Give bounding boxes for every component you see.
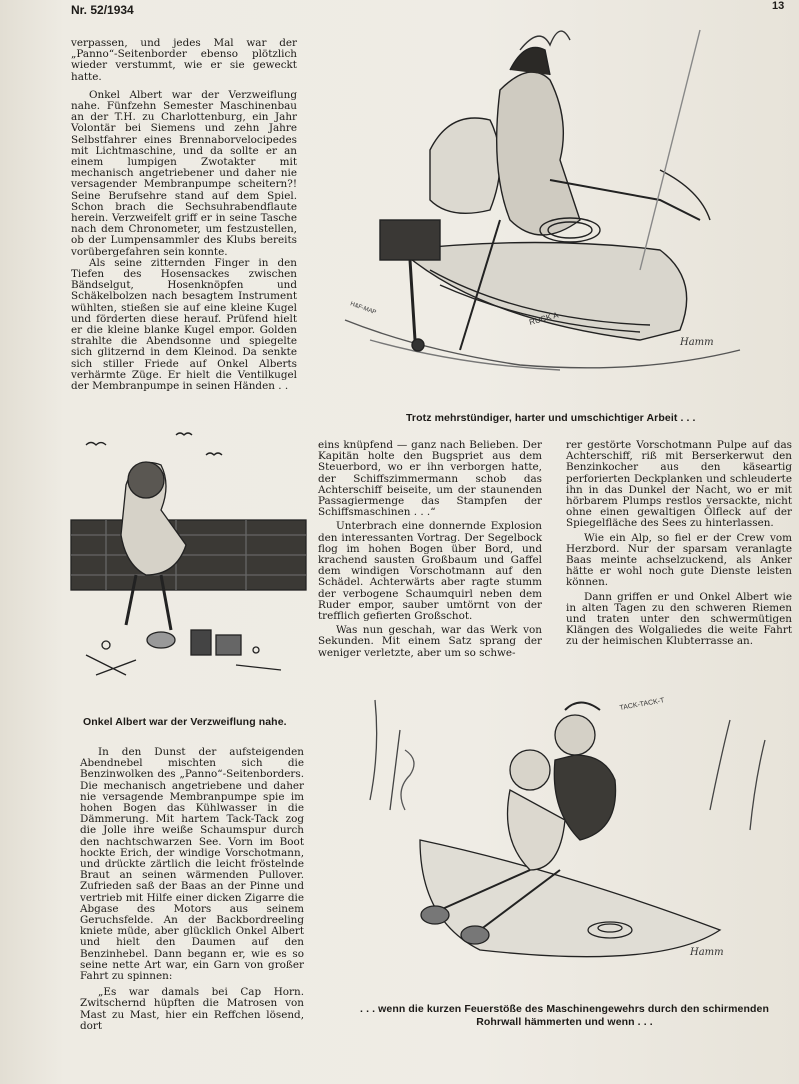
text-column-right <box>566 440 792 648</box>
issue-number: Nr. 52/1934 <box>71 3 134 17</box>
page-number: 13 <box>772 0 785 12</box>
boat-hull-text: RUCK A <box>528 310 560 327</box>
artist-signature-2: Hamm <box>690 947 724 958</box>
boat-side-text: H&F-MAP <box>349 301 377 317</box>
illustration-boat <box>340 20 780 400</box>
text-column-left-top <box>71 38 297 392</box>
paragraph: Onkel Albert war der Verzweiflung nahe. Fünfzehn Semester Maschinenbau an der T.H. zu Charlottenburg, ein Jahr Volontär bei Siemens und zehn Jahre Selbstfahrer eines Brennaborvelocipedes mit Lichtmaschine, und da sollte er an einem lumpigen Zwotakter mit mechanisch angetriebener und daher nie versagender Membranpumpe scheitern?! Seine Berufsehre stand auf dem Spiel. Schon brach die Sechsuhrabendflaute herein. Verzweifelt griff er in seine Tasche nach dem Chronometer, um festzustellen, ob der Lumpensammler des Klubs bereits vorübergefahren sein konnte. <box>71 88 297 258</box>
boat-drawing <box>340 20 780 400</box>
paragraph: „Es war damals bei Cap Horn. Zwitschernd hüpften die Matrosen von Mast zu Mast, hier ein Reffchen lösend, dort <box>80 986 304 1032</box>
couple-drawing <box>360 680 780 975</box>
paragraph: rer gestörte Vorschotmann Pulpe auf das Achterschiff, riß mit Berserkerwut den Benzinkocher aus den käseartig perforierten Deckplanken und schleuderte ihn in das Dunkel der Nacht, wo er mit hörbarem Plumps restlos versackte, nicht ohne einen gewaltigen Ölfleck auf der Spiegelfläche des Sees zu hinterlassen. <box>566 439 792 530</box>
caption-despair: Onkel Albert war der Verzweiflung nahe. <box>83 716 287 728</box>
caption-couple: . . . wenn die kurzen Feuerstöße des Maschinengewehrs durch den schirmenden Rohrwall hämmerten und wenn . . . <box>360 1003 769 1028</box>
paragraph: eins knüpfend — ganz nach Belieben. Der Kapitän holte den Bugspriet aus dem Steuerbord, wo er ihn verborgen hatte, der Schiffszimmermann schob das Achterschiff beiseite, um der staunenden Passagiermenge das Stampfen der Schiffsmaschinen . . .“ <box>318 439 542 519</box>
paragraph: In den Dunst der aufsteigenden Abendnebel mischten sich die Benzinwolken des „Panno“-Seitenborders. Die mechanisch angetriebene und daher nie versagende Membranpumpe spie im hohen Bogen das Kühlwasser in die Dämmerung. Mit hartem Tack-Tack zog die Jolle ihre weiße Schaumspur durch den nachtschwarzen See. Vorn im Boot hockte Erich, der windige Vorschotmann, und drückte zärtlich die leicht fröstelnde Braut an seinen wärmenden Pullover. Zufrieden saß der Baas an der Pinne und vertrieb mit Hilfe einer dicken Zigarre die Abgase des Motors aus seinem Geruchsfelde. An der Backbordreeling kniete müde, aber glücklich Onkel Albert und hielt den Daumen auf den Benzinhebel. Dann begann er, wie es so seine nette Art war, ein Garn von großer Fahrt zu spinnen: <box>80 746 304 983</box>
text-column-left-bottom <box>80 747 304 1032</box>
paragraph: Wie ein Alp, so fiel er der Crew vom Herzbord. Nur der sparsam veranlagte Baas meinte achselzuckend, als Anker hätte er wohl noch gute Dienste leisten können. <box>566 531 792 589</box>
text-column-middle <box>318 440 542 659</box>
paragraph: Was nun geschah, war das Werk von Sekunden. Mit einem Satz sprang der weniger verletzte, aber um so schwe- <box>318 624 542 659</box>
sound-effect-text: TACK-TACK-T <box>619 697 665 712</box>
artist-signature: Hamm <box>680 337 714 348</box>
illustration-couple <box>360 680 780 975</box>
caption-boat: Trotz mehrstündiger, harter und umschichtiger Arbeit . . . <box>406 412 696 424</box>
illustration-despair <box>66 425 311 705</box>
paragraph: verpassen, und jedes Mal war der „Panno“-Seitenborder ebenso plötzlich wieder verstummt, wie er sie geweckt hatte. <box>71 37 297 83</box>
paragraph: Unterbrach eine donnernde Explosion den interessanten Vortrag. Der Segelbock flog im hohen Bogen über Bord, und krachend sausten Großbaum und Gaffel dem windigen Vorschotmann auf den Schädel. Achterwärts aber ragte stumm der verbogene Schaumquirl neben dem Ruder empor, sauber umtörnt von der trefflich gefierten Großschot. <box>318 520 542 623</box>
paragraph: Dann griffen er und Onkel Albert wie in alten Tagen zu den schweren Riemen und traten unter den schwermütigen Klängen des Wolgaliedes die weite Fahrt zu der heimischen Klubterrasse an. <box>566 590 792 648</box>
despair-drawing <box>66 425 311 705</box>
paragraph: Als seine zitternden Finger in den Tiefen des Hosensackes zwischen Bändselgut, Hosenknöpfen und Schäkelbolzen nach besagtem Instrument wühlten, stießen sie auf eine kleine Kugel und förderten diese herauf. Prüfend hielt er die kleine blanke Kugel empor. Golden strahlte die Abendsonne und spiegelte sich glitzernd in dem Kleinod. Da senkte sich stiller Friede auf Onkel Alberts verhärmte Züge. Er hielt die Ventilkugel der Membranpumpe in seinen Händen . . <box>71 256 297 393</box>
